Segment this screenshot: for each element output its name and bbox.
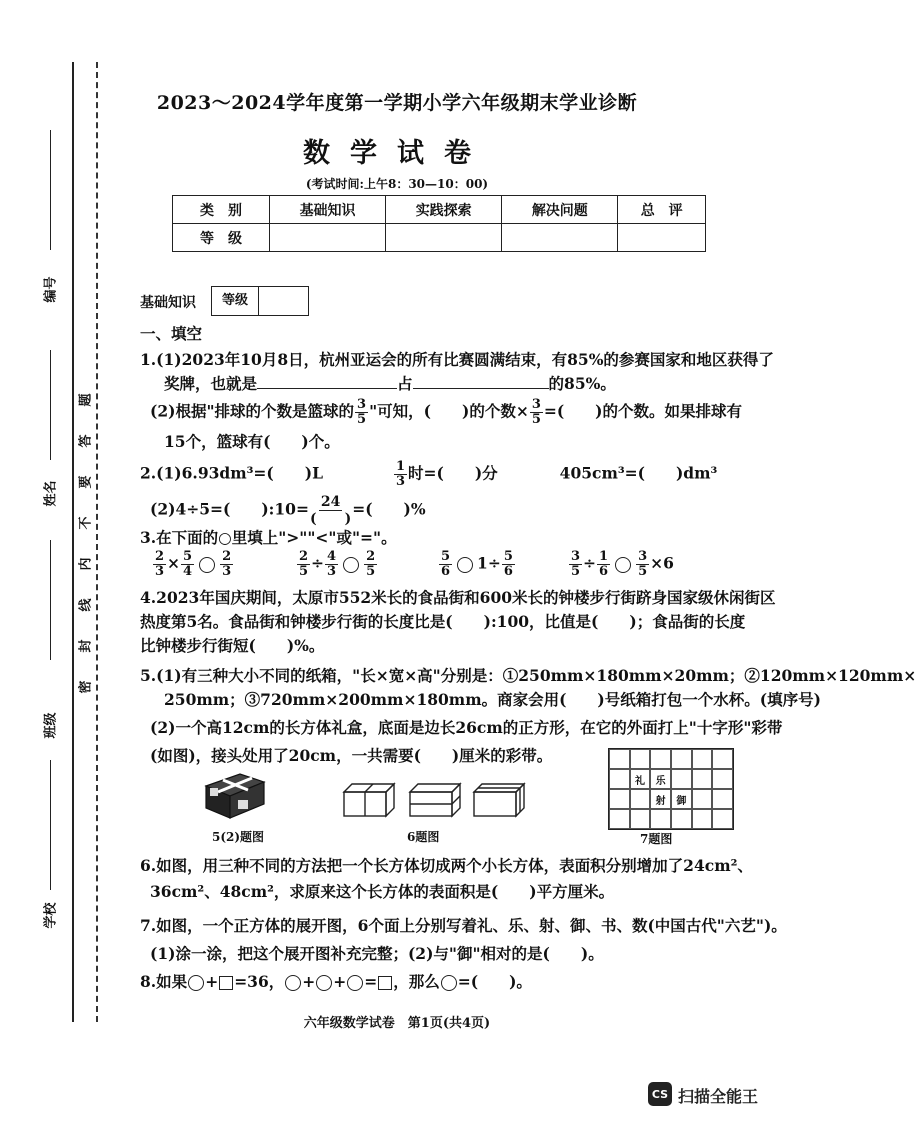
q2-d: (2)4÷5=( ):10= bbox=[150, 499, 309, 519]
class-label: 班级 bbox=[43, 712, 59, 739]
answer-blank[interactable] bbox=[257, 372, 397, 389]
fraction: $\frac{3}{5}$ bbox=[357, 397, 367, 427]
binding-line-dashed bbox=[96, 62, 98, 1022]
school-underline bbox=[50, 760, 51, 890]
circle-symbol bbox=[188, 975, 204, 991]
camscanner-logo-icon: CS bbox=[648, 1082, 672, 1106]
circle-symbol bbox=[316, 975, 332, 991]
q1-line4: 15个，篮球有( )个。 bbox=[164, 432, 340, 451]
q7-line2: (1)涂一涂，把这个展开图补充完整；(2)与"御"相对的是( )。 bbox=[150, 944, 604, 963]
q1-text-d: (2)根据"排球的个数是篮球的 bbox=[150, 401, 355, 421]
compare-circle[interactable] bbox=[615, 557, 631, 573]
grade-cell-practice: 实践探索 bbox=[386, 196, 502, 224]
circle-symbol bbox=[285, 975, 301, 991]
net-cell-yu: 御 bbox=[671, 789, 692, 809]
exam-time: (考试时间:上午8：30—10：00) bbox=[305, 177, 489, 191]
q2-a: 2.(1)6.93dm³=( )L bbox=[140, 463, 323, 483]
q3-expr-4: $\frac{3}{5}$ ÷ $\frac{1}{6}$ $\frac{3}{5}$ ×6 bbox=[571, 549, 674, 579]
figure-caption-7: 7题图 bbox=[640, 832, 673, 846]
q5-line4: (如图)，接头处用了20cm，一共需要( )厘米的彩带。 bbox=[150, 746, 553, 765]
q4-line3: 比钟楼步行街短( )%。 bbox=[140, 636, 325, 655]
q3-stem: 3.在下面的○里填上">""<"或"="。 bbox=[140, 528, 397, 547]
q1-line2 bbox=[164, 372, 616, 394]
grade-cell-empty[interactable] bbox=[386, 224, 502, 252]
q3-expr-2: $\frac{2}{5}$ ÷ $\frac{4}{3}$ $\frac{2}{5}$ bbox=[299, 549, 376, 579]
binding-note bbox=[74, 320, 94, 740]
name-underline bbox=[50, 350, 51, 460]
net-cell-li: 礼 bbox=[630, 769, 651, 789]
square-symbol bbox=[219, 976, 233, 990]
q7-line1: 7.如图，一个正方体的展开图，6个面上分别写着礼、乐、射、御、书、数(中国古代"六艺")。 bbox=[140, 916, 787, 935]
cube-net-grid[interactable] bbox=[608, 748, 734, 830]
grade-cell-empty[interactable] bbox=[270, 224, 386, 252]
grade-cell-basic: 基础知识 bbox=[270, 196, 386, 224]
q1-text-c: 的85%。 bbox=[548, 374, 616, 393]
section-label: 基础知识 bbox=[140, 295, 196, 311]
circle-symbol bbox=[347, 975, 363, 991]
q5-line2: 250mm；③720mm×200mm×180mm。商家会用( )号纸箱打包一个水杯。(填序号) bbox=[164, 690, 821, 709]
page-footer: 六年级数学试卷 第1页(共4页) bbox=[303, 1016, 491, 1031]
q2-b: 时=( )分 bbox=[408, 463, 498, 483]
camscanner-name: 扫描全能王 bbox=[678, 1087, 759, 1106]
q4-line1: 4.2023年国庆期间，太原市552米长的食品街和600米长的钟楼步行街跻身国家级休闲街区 bbox=[140, 588, 776, 607]
section-level-box bbox=[211, 286, 309, 316]
q1-text-f: =( )的个数。如果排球有 bbox=[543, 401, 743, 421]
grade-table-level-row bbox=[173, 224, 706, 252]
q5-line1: 5.(1)有三种大小不同的纸箱，"长×宽×高"分别是：①250mm×180mm×20mm；②120mm×120mm× bbox=[140, 666, 916, 685]
q1-line1: 1.(1)2023年10月8日，杭州亚运会的所有比赛圆满结束，有85%的参赛国家和地区获得了 bbox=[140, 350, 774, 369]
compare-circle[interactable] bbox=[343, 557, 359, 573]
grade-cell-solve: 解决问题 bbox=[502, 196, 618, 224]
grade-table bbox=[172, 195, 706, 252]
circle-symbol bbox=[441, 975, 457, 991]
q1-text-e: "可知，( )的个数× bbox=[369, 401, 529, 421]
grade-cell-total: 总 评 bbox=[618, 196, 706, 224]
fraction: $\frac{24}{( )}$ bbox=[309, 494, 352, 527]
q4-line2: 热度第5名。食品街和钟楼步行街的长度比是( ):100，比值是( )；食品街的长度 bbox=[140, 612, 746, 631]
figure-caption-6: 6题图 bbox=[407, 830, 440, 844]
grade-cell-category: 类 别 bbox=[173, 196, 270, 224]
cuboid-cut-figure bbox=[340, 780, 550, 820]
grade-cell-empty[interactable] bbox=[618, 224, 706, 252]
student-id-label: 编号 bbox=[43, 276, 59, 303]
class-underline bbox=[50, 540, 51, 660]
q1-line3 bbox=[150, 398, 742, 427]
answer-blank[interactable] bbox=[413, 372, 549, 389]
school-label: 学校 bbox=[43, 902, 59, 929]
section-level-field[interactable] bbox=[259, 287, 308, 315]
compare-circle[interactable] bbox=[457, 557, 473, 573]
grade-table-header-row bbox=[173, 196, 706, 224]
q8-line: 8.如果 + =36， + + = ，那么 =( )。 bbox=[140, 972, 532, 991]
q3-expr-1: $\frac{2}{3}$ × $\frac{5}{4}$ $\frac{2}{3}$ bbox=[155, 549, 232, 579]
grade-cell-empty[interactable] bbox=[502, 224, 618, 252]
q1-text-a: 奖牌，也就是 bbox=[164, 374, 258, 393]
binding-note-text: 密封线内不要答题 bbox=[78, 365, 94, 694]
net-cell-she: 射 bbox=[650, 789, 671, 809]
q6-line2: 36cm²、48cm²，求原来这个长方体的表面积是( )平方厘米。 bbox=[150, 882, 615, 901]
figure-caption-5: 5(2)题图 bbox=[212, 830, 265, 844]
compare-circle[interactable] bbox=[199, 557, 215, 573]
q2-c: 405cm³=( )dm³ bbox=[559, 463, 718, 483]
grade-cell-level-label: 等 级 bbox=[173, 224, 270, 252]
q5-line3: (2)一个高12cm的长方体礼盒，底面是边长26cm的正方形，在它的外面打上"十字形"彩带 bbox=[150, 718, 783, 737]
q2-e: =( )% bbox=[352, 499, 426, 519]
net-cell-le: 乐 bbox=[650, 769, 671, 789]
square-symbol bbox=[378, 976, 392, 990]
subject-title: 数学试卷 bbox=[303, 138, 491, 169]
q6-line1: 6.如图，用三种不同的方法把一个长方体切成两个小长方体，表面积分别增加了24cm²、 bbox=[140, 856, 753, 875]
exam-title: 2023～2024学年度第一学期小学六年级期末学业诊断 bbox=[156, 92, 638, 114]
q2-line2 bbox=[150, 494, 426, 527]
q2-line1 bbox=[140, 460, 717, 489]
part-title: 一、填空 bbox=[140, 324, 203, 343]
name-label: 姓名 bbox=[43, 480, 59, 507]
section-level-label: 等级 bbox=[212, 287, 259, 315]
gift-box-figure bbox=[200, 768, 270, 824]
fraction: $\frac{1}{3}$ bbox=[395, 459, 406, 489]
fraction: $\frac{3}{5}$ bbox=[531, 397, 541, 427]
q3-expr-3: $\frac{5}{6}$ 1÷ $\frac{5}{6}$ bbox=[441, 549, 513, 579]
q1-text-b: 占 bbox=[397, 374, 413, 393]
